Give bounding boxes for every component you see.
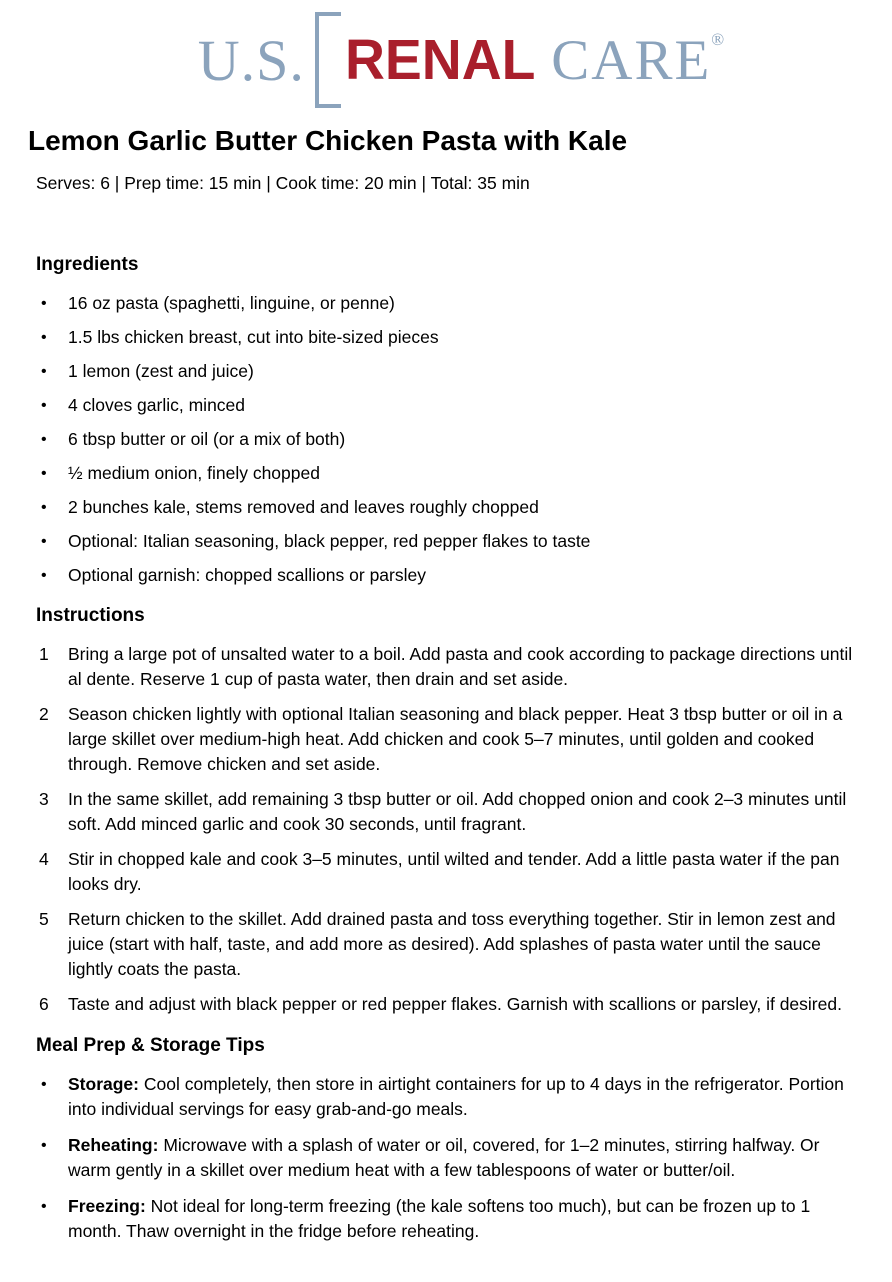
ingredient-text: 2 bunches kale, stems removed and leaves roughly chopped [68,497,539,517]
ingredients-heading: Ingredients [36,254,139,275]
registered-trademark-symbol: ® [711,30,725,49]
step-text: Bring a large pot of unsalted water to a boil. Add pasta and cook according to package directions until al dente. Reserve 1 cup of pasta water, then drain and set aside. [68,644,853,689]
instruction-step [27,642,865,692]
ingredient-item [27,427,865,452]
ingredient-text: 1.5 lbs chicken breast, cut into bite-sized pieces [68,327,439,347]
step-text: Taste and adjust with black pepper or red pepper flakes. Garnish with scallions or parsley, if desired. [68,994,842,1014]
bullet-icon: • [41,397,47,414]
ingredient-item [27,325,865,350]
storage-tips-list [27,1072,865,1244]
us-renal-care-logo [57,8,865,112]
bullet-icon: • [41,295,47,312]
step-text: Return chicken to the skillet. Add drained pasta and toss everything together. Stir in lemon zest and juice (start with half, taste, and add more as desired). Add splashes of pasta water until the sauce lightly coats the pasta. [68,909,836,979]
ingredient-item [27,291,865,316]
tip-body: Cool completely, then store in airtight containers for up to 4 days in the refrigerator. Portion into individual servings for easy grab-and-go meals. [68,1074,844,1119]
tip-text [68,1133,865,1183]
logo-renal-text: RENAL [344,28,536,92]
bullet-icon: • [41,499,47,516]
step-number: 4 [39,849,49,869]
ingredient-text: 6 tbsp butter or oil (or a mix of both) [68,429,346,449]
step-text: Stir in chopped kale and cook 3–5 minutes, until wilted and tender. Add a little pasta water if the pan looks dry. [68,849,840,894]
ingredients-list [27,291,865,588]
instruction-step [27,787,865,837]
bullet-icon: • [41,431,47,448]
instructions-list [27,642,865,1017]
step-number: 3 [39,789,49,809]
storage-tips-section [27,1033,865,1244]
bullet-icon: • [41,1198,47,1215]
tip-label: Reheating: [68,1135,159,1155]
step-number: 2 [39,704,49,724]
ingredient-text: 1 lemon (zest and juice) [68,361,254,381]
tip-label: Storage: [68,1074,139,1094]
tip-body: Microwave with a splash of water or oil, covered, for 1–2 minutes, stirring halfway. Or warm gently in a skillet over medium heat with a few tablespoons of water or butter/oil. [68,1135,820,1180]
instructions-heading: Instructions [36,605,145,626]
tip-item [27,1133,865,1183]
bullet-icon: • [41,363,47,380]
storage-tips-heading: Meal Prep & Storage Tips [36,1035,265,1056]
tip-label: Freezing: [68,1196,146,1216]
ingredient-item [27,495,865,520]
instructions-section [27,603,865,1017]
logo-care-text: CARE [551,28,712,92]
tip-text [68,1194,865,1244]
step-text: In the same skillet, add remaining 3 tbsp butter or oil. Add chopped onion and cook 2–3 minutes until soft. Add minced garlic and cook 30 seconds, until fragrant. [68,789,847,834]
bullet-icon: • [41,567,47,584]
bullet-icon: • [41,465,47,482]
tip-item [27,1072,865,1122]
ingredient-item [27,359,865,384]
instruction-step [27,907,865,982]
tip-text [68,1072,865,1122]
ingredient-text: Optional garnish: chopped scallions or parsley [68,565,426,585]
page-title: Lemon Garlic Butter Chicken Pasta with Kale [28,125,628,156]
ingredient-text: ½ medium onion, finely chopped [68,463,320,483]
ingredient-item [27,529,865,554]
logo-us-text: U.S. [197,27,305,93]
ingredient-text: 4 cloves garlic, minced [68,395,246,415]
tip-body: Not ideal for long-term freezing (the kale softens too much), but can be frozen up to 1 month. Thaw overnight in the fridge before reheating. [68,1196,811,1241]
instruction-step [27,992,865,1017]
step-number: 5 [39,909,49,929]
ingredient-text: 16 oz pasta (spaghetti, linguine, or penne) [68,293,395,313]
bullet-icon: • [41,533,47,550]
tip-item [27,1194,865,1244]
ingredient-item [27,461,865,486]
bullet-icon: • [41,1137,47,1154]
ingredient-item [27,393,865,418]
step-number: 1 [39,644,49,664]
ingredients-section [27,252,865,588]
ingredient-item [27,563,865,588]
step-text: Season chicken lightly with optional Italian seasoning and black pepper. Heat 3 tbsp butter or oil in a large skillet over medium-high heat. Add chicken and cook 5–7 minutes, until golden and cooked through. Remove chicken and set aside. [68,704,843,774]
recipe-meta: Serves: 6 | Prep time: 15 min | Cook time: 20 min | Total: 35 min [36,173,530,193]
ingredient-text: Optional: Italian seasoning, black pepper, red pepper flakes to taste [68,531,591,551]
step-number: 6 [39,994,49,1014]
bullet-icon: • [41,1076,47,1093]
instruction-step [27,847,865,897]
bullet-icon: • [41,329,47,346]
instruction-step [27,702,865,777]
bracket-divider-icon [315,12,339,108]
